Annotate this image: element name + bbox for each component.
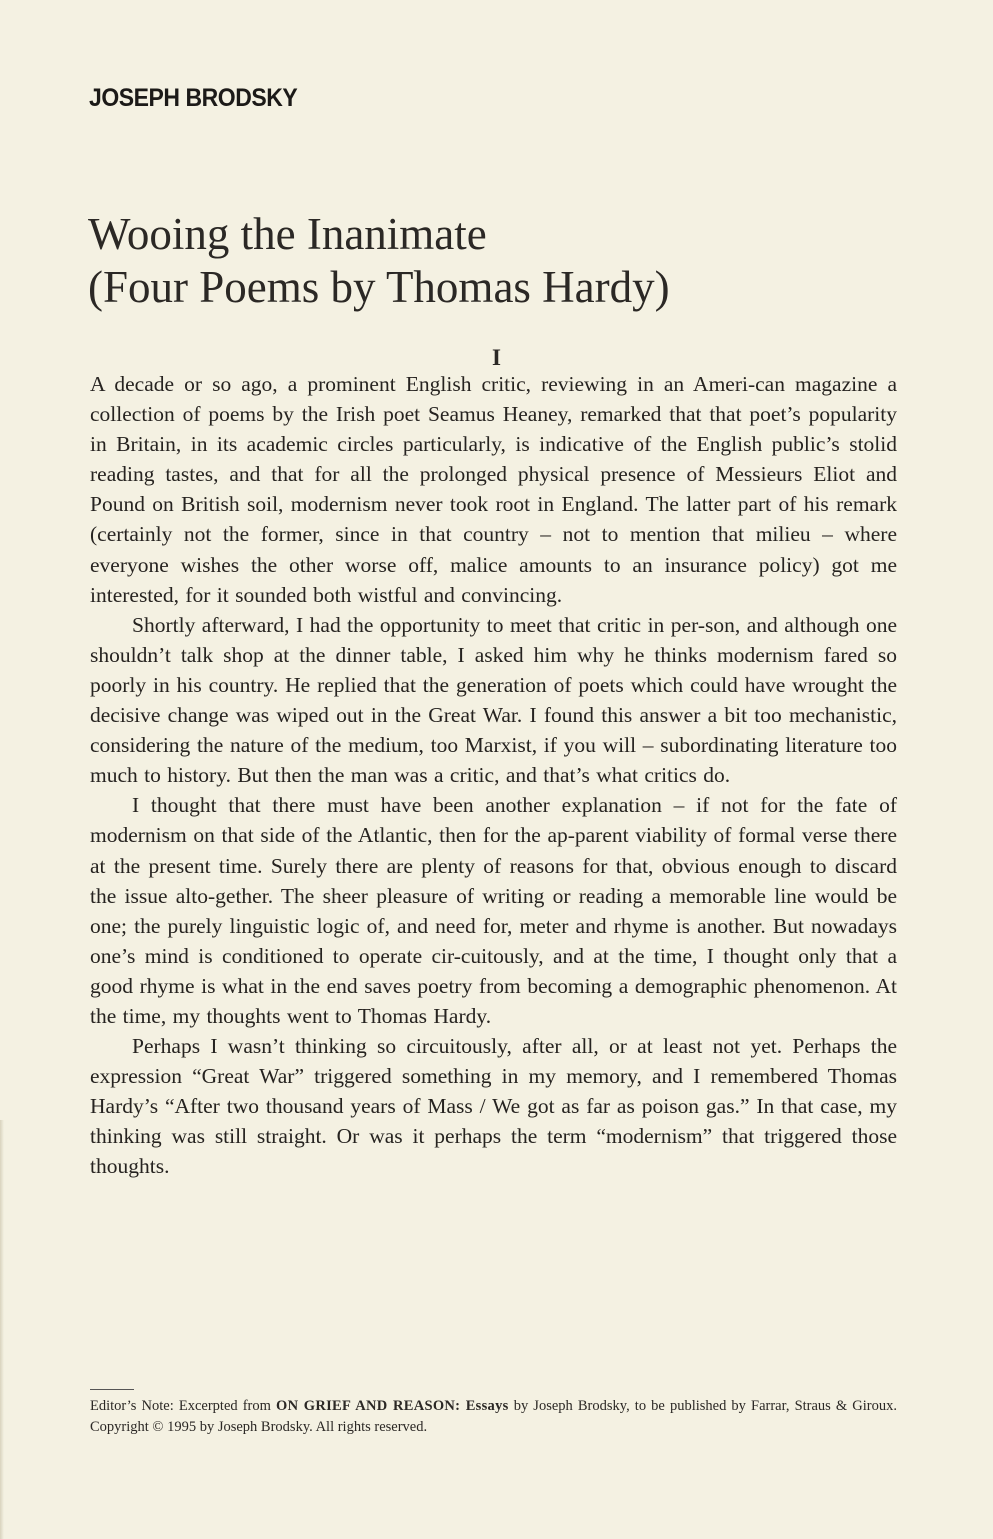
paragraph-1: A decade or so ago, a prominent English critic, reviewing in an Ameri-can magazine a collection of poems by the Irish poet Seamus Heaney, remarked that that poet’s popularity in Britain, in its academic circles particularly, is indicative of the English public’s stolid reading tastes, and that for all the prolonged physical presence of Messieurs Eliot and Pound on British soil, modernism never took root in England. The latter part of his remark (certainly not the former, since in that country – not to mention that milieu – where everyone wishes the other worse off, malice amounts to an insurance policy) got me interested, for it sounded both wistful and convincing. [90, 372, 897, 607]
editors-note [90, 1396, 897, 1438]
paragraph-2: Shortly afterward, I had the opportunity to meet that critic in per-son, and although one shouldn’t talk shop at the dinner table, I asked him why he thinks modernism fared so poorly in his country. He replied that the generation of poets which could have wrought the decisive change was wiped out in the Great War. I found this answer a bit too mechanistic, considering the nature of the medium, too Marxist, if you will – subordinating literature too much to history. But then the man was a critic, and that’s what critics do. [90, 612, 897, 788]
editors-note-suffix: by Joseph Brodsky, to be published by Farrar, Straus & Giroux. Copyright © 1995 by Joseph Brodsky. All rights reserved. [90, 1398, 897, 1435]
book-title: ON GRIEF AND REASON: Essays [276, 1398, 509, 1414]
paragraph-3: I thought that there must have been another explanation – if not for the fate of modernism on that side of the Atlantic, then for the ap-parent viability of formal verse there at the present time. Surely there are plenty of reasons for that, obvious enough to discard the issue alto-gether. The sheer pleasure of writing or reading a memorable line would be one; the purely linguistic logic of, and need for, meter and rhyme is another. But nowadays one’s mind is conditioned to operate cir-cuitously, and at the time, I thought only that a good rhyme is what in the end saves poetry from becoming a demographic phenomenon. At the time, my thoughts went to Thomas Hardy. [90, 793, 897, 1028]
paragraph-4: Perhaps I wasn’t thinking so circuitously, after all, or at least not yet. Perhaps the expression “Great War” triggered something in my memory, and I remembered Thomas Hardy’s “After two thousand years of Mass / We got as far as poison gas.” In that case, my thinking was still straight. Or was it perhaps the term “modernism” that triggered those thoughts. [90, 1034, 897, 1179]
article-body [90, 369, 897, 1182]
author-header: JOSEPH BRODSKY [89, 84, 298, 112]
footnote-rule [90, 1389, 134, 1390]
page-edge-shadow [0, 1120, 4, 1539]
section-number: I [492, 345, 501, 370]
title-line-1: Wooing the Inanimate [88, 209, 487, 259]
article-title [88, 208, 908, 314]
title-line-2: (Four Poems by Thomas Hardy) [88, 262, 670, 312]
editors-note-prefix: Editor’s Note: Excerpted from [90, 1398, 277, 1414]
